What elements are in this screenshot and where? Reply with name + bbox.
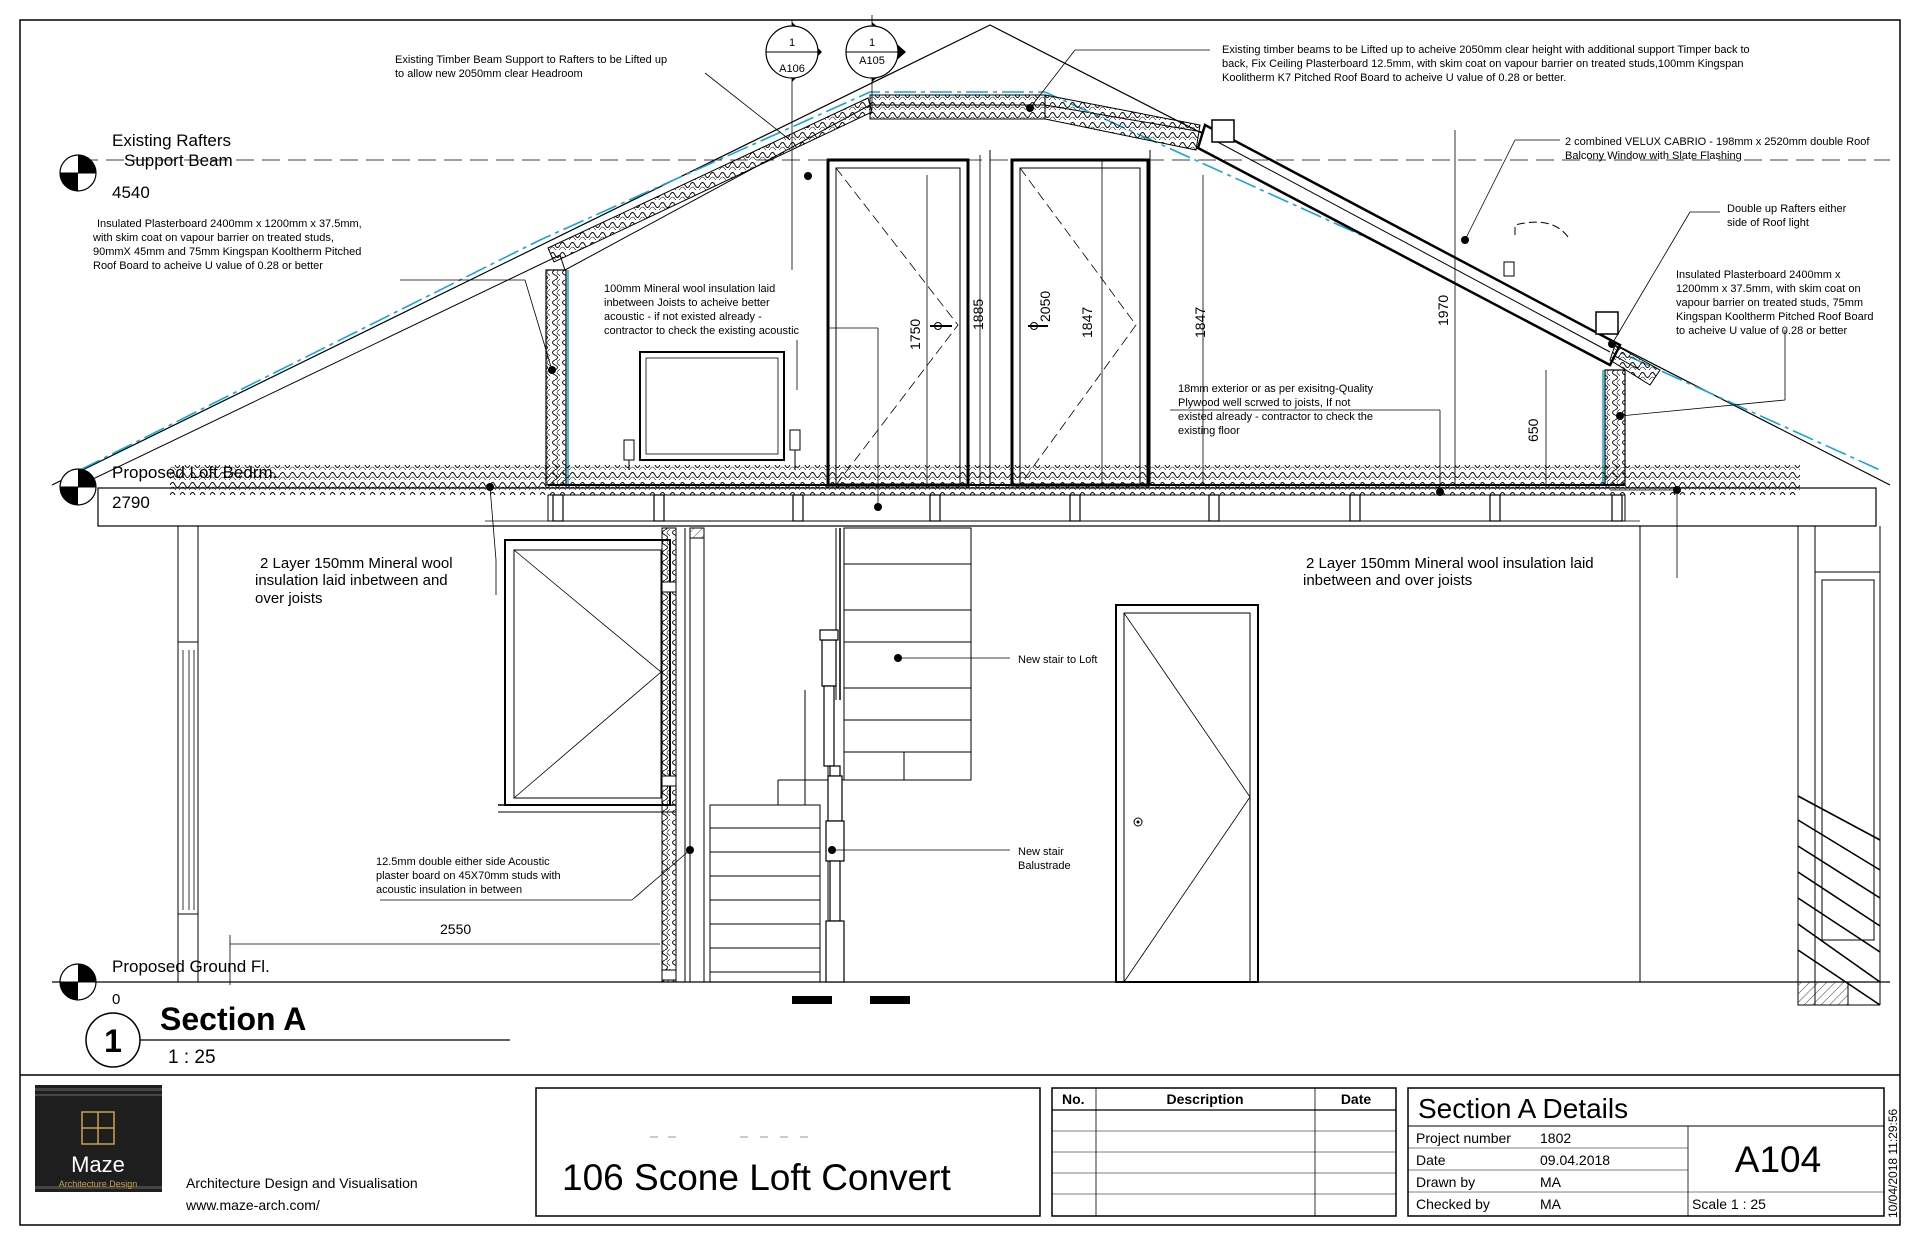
level-marker-loft [60,469,96,505]
ground-window [498,540,676,812]
logo [35,1085,162,1192]
date-value: 09.04.2018 [1540,1152,1611,1168]
svg-text:inbetween Joists to acheive be: inbetween Joists to acheive better [604,297,770,309]
view-number: 1 [104,1023,122,1059]
note-double-rafters [1727,203,1847,229]
loft-door-1 [828,160,968,485]
svg-text:to acheive U value of 0.28 or: to acheive U value of 0.28 or better [1676,325,1848,337]
dim-1847a: 1847 [1079,306,1095,338]
dim-1970: 1970 [1435,294,1451,326]
note-plasterboard-right [1676,269,1874,337]
view-name: Section A [160,1001,307,1037]
svg-text:back, Fix Ceiling Plasterboard: back, Fix Ceiling Plasterboard 12.5mm, with skim coat on vapour barrier on treated studs,100mm Kingspan [1222,58,1744,70]
checked-value: MA [1540,1196,1561,1212]
rev-header-no: No. [1062,1091,1085,1107]
company-line: Architecture Design and Visualisation [186,1175,418,1191]
svg-text:inbetween and over joists: inbetween and over joists [1303,572,1473,589]
level-rafters-name: Existing Rafters [112,131,232,150]
loft-floor [98,465,1876,526]
rev-header-description: Description [1166,1091,1244,1107]
svg-text:2 combined VELUX CABRIO - 198m: 2 combined VELUX CABRIO - 198mm x 2520mm double Roof [1565,136,1870,148]
level-ground-name: Proposed Ground Fl. [112,957,270,976]
logo-name: Maze [71,1152,125,1177]
note-acoustic-board [376,856,561,896]
svg-text:Double up Rafters either: Double up Rafters either [1727,203,1847,215]
svg-text:12.5mm double either side Acou: 12.5mm double either side Acoustic [376,856,550,868]
view-title [86,1001,510,1068]
level-rafters-value: 4540 [112,183,150,202]
note-plasterboard-left [92,218,362,272]
svg-text:insulation laid inbetween and: insulation laid inbetween and [255,572,448,589]
svg-text:Kingspan Kooltherm Pitched Roo: Kingspan Kooltherm Pitched Roof Board [1676,311,1874,323]
svg-text:Roof Board to acheive U value: Roof Board to acheive U value of 0.28 or better [93,260,323,272]
note-balustrade [1018,846,1071,872]
svg-text:contractor to check the existi: contractor to check the existing acoustic [604,325,800,337]
svg-text:to allow new 2050mm clear Head: to allow new 2050mm clear Headroom [395,68,583,80]
level-rafters-name2: Support Beam [124,151,233,170]
drawn-label: Drawn by [1416,1174,1476,1190]
svg-text:18mm exterior or as per exisit: 18mm exterior or as per exisitng-Quality [1178,383,1374,395]
svg-text:acoustic insulation in between: acoustic insulation in between [376,884,523,896]
svg-text:plaster board on 45X70mm studs: plaster board on 45X70mm studs with [376,870,561,882]
date-label: Date [1416,1152,1446,1168]
view-scale: 1 : 25 [168,1047,216,1068]
svg-text:2 Layer 150mm Mineral wool ins: 2 Layer 150mm Mineral wool insulation laid [1306,555,1594,572]
svg-text:with skim coat on vapour barri: with skim coat on vapour barrier on treated studs, [93,232,334,244]
level-loft-value: 2790 [112,493,150,512]
ground-door [1116,605,1258,982]
logo-subtitle: Architecture Design [58,1179,138,1189]
level-ground-value: 0 [112,991,121,1008]
project-title: 106 Scone Loft Convert [562,1157,951,1198]
svg-text:vapour barrier on treated stud: vapour barrier on treated studs, 75mm [1676,297,1864,309]
project-number-label: Project number [1416,1130,1511,1146]
dim-1885: 1885 [970,298,986,330]
dim-650: 650 [1525,418,1541,442]
company-website: www.maze-arch.com/ [186,1197,320,1213]
checked-label: Checked by [1416,1196,1490,1212]
svg-text:100mm Mineral wool insulation: 100mm Mineral wool insulation laid [604,283,776,295]
rev-header-date: Date [1340,1091,1372,1107]
svg-text:side of Roof light: side of Roof light [1727,217,1809,229]
sheet-scale: Scale 1 : 25 [1692,1196,1766,1212]
svg-text:existed already - contractor t: existed already - contractor to check the [1178,411,1374,423]
svg-text:acoustic - if not existed alre: acoustic - if not existed already - [604,311,762,323]
svg-text:90mmX 45mm and 75mm Kingspan K: 90mmX 45mm and 75mm Kingspan Kooltherm Pitched [93,246,362,258]
note-new-stair: New stair to Loft [1018,654,1098,666]
callout-a106-sheet: A106 [779,63,805,75]
dim-1750: 1750 [907,318,923,350]
level-loft-name: Proposed Loft Bedrm. [112,463,278,482]
acoustic-stud-wall [662,528,704,982]
note-mineral-joists [604,283,800,337]
print-timestamp: 10/04/2018 11:29:56 [1886,1108,1900,1218]
drawn-value: MA [1540,1174,1561,1190]
svg-text:Existing Timber Beam Support t: Existing Timber Beam Support to Rafters to be Lifted up [395,54,668,66]
revision-table [1052,1088,1396,1216]
svg-text:Plywood well scrwed to joists,: Plywood well scrwed to joists, If not [1178,397,1351,409]
svg-text:Insulated Plasterboard 2400mm: Insulated Plasterboard 2400mm x 1200mm x 37.5mm, [97,218,362,230]
balcony-railing [1798,796,1880,1005]
callout-a105-sheet: A105 [859,55,885,67]
svg-text:Balustrade: Balustrade [1018,860,1071,872]
callout-a106-num: 1 [788,37,796,49]
velux-window [1198,125,1620,365]
svg-text:Existing timber beams to be Li: Existing timber beams to be Lifted up to acheive 2050mm clear height with additional support Timper back to [1222,44,1750,56]
svg-text:existing floor: existing floor [1178,425,1240,437]
sheet-name: Section A Details [1418,1093,1629,1124]
svg-text:Balcony Window with Slate Flas: Balcony Window with Slate Flashing [1565,150,1742,162]
dim-2550: 2550 [440,921,472,937]
callout-a105-num: 1 [868,37,876,49]
floor-joists [553,495,1622,521]
note-mineral-left [255,555,453,607]
dim-1847b: 1847 [1192,306,1208,338]
note-timber-beams [1222,44,1750,84]
note-mineral-right [1303,555,1594,589]
level-marker-rafters [60,155,96,191]
note-timber-support [395,54,667,80]
svg-text:over joists: over joists [255,590,323,607]
dim-2050: 2050 [1037,290,1053,322]
sheet-number: A104 [1734,1139,1822,1180]
svg-text:Koolitherm K7 Pitched Roof Boa: Koolitherm K7 Pitched Roof Board to acheive U value of 0.28 or better. [1222,72,1567,84]
project-number: 1802 [1540,1130,1572,1146]
svg-text:New stair: New stair [1018,846,1064,858]
svg-text:1200mm x 37.5mm, with skim coa: 1200mm x 37.5mm, with skim coat on [1676,283,1861,295]
svg-text:2 Layer 150mm Mineral wool: 2 Layer 150mm Mineral wool [260,555,453,572]
note-velux [1565,136,1870,162]
sheet-info [1408,1088,1900,1218]
svg-text:Insulated Plasterboard 2400mm: Insulated Plasterboard 2400mm x [1676,269,1841,281]
radiator [624,352,800,470]
level-marker-ground [60,964,96,1000]
